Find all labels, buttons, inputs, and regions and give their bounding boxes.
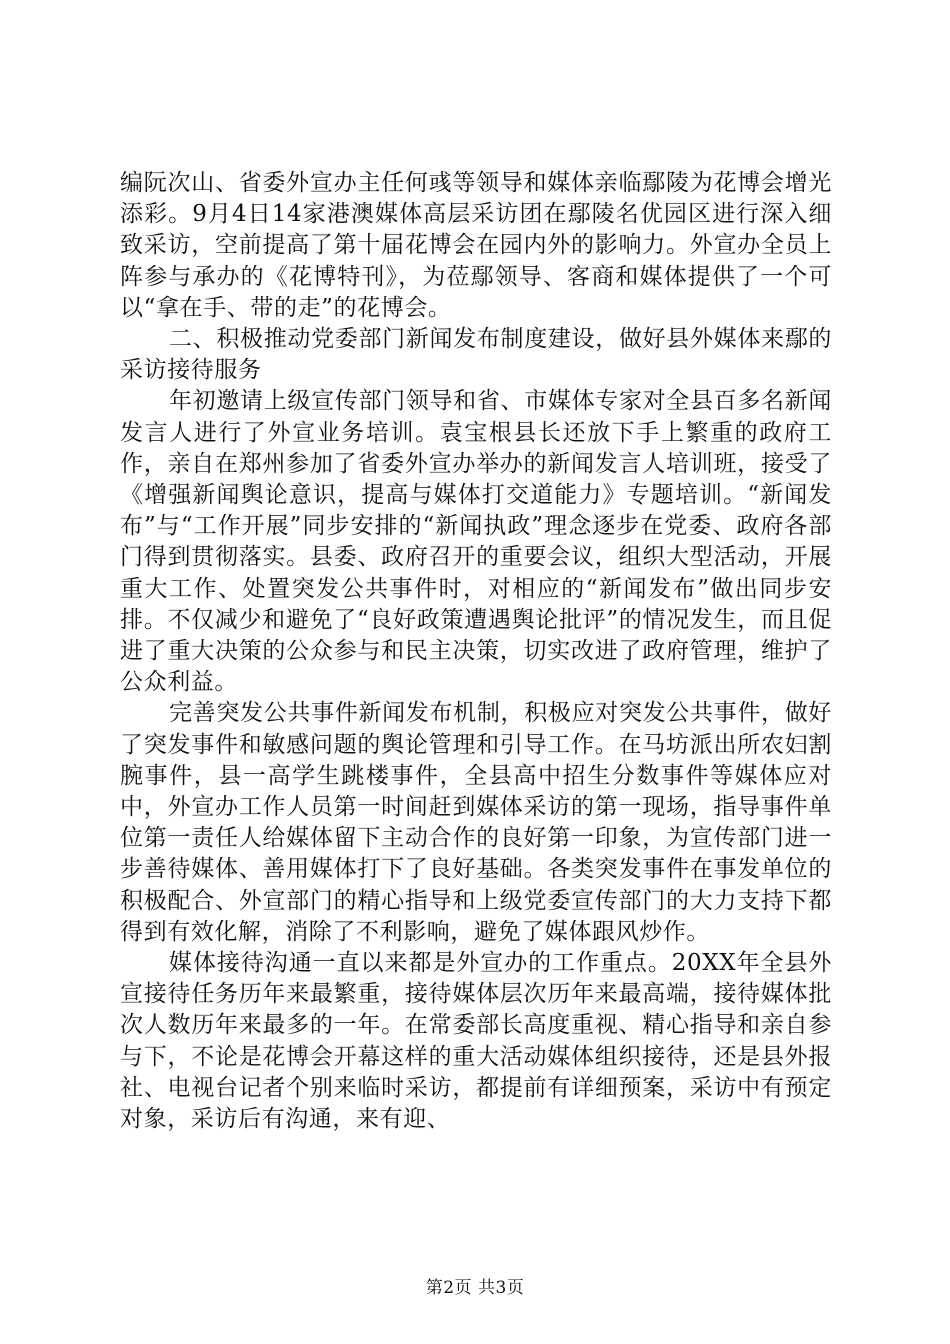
paragraph-training: 年初邀请上级宣传部门领导和省、市媒体专家对全县百多名新闻发言人进行了外宣业务培训。袁宝根县长还放下手上繁重的政府工作，亲自在郑州参加了省委外宣办举办的新闻发言人培训班，接受了《增强新闻舆论意识，提高与媒体打交道能力》专题培训。“新闻发布”与“工作开展”同步安排的“新闻执政”理念逐步在党委、政府各部门得到贯彻落实。县委、政府召开的重要会议，组织大型活动，开展重大工作、处置突发公共事件时，对相应的“新闻发布”做出同步安排。不仅减少和避免了“良好政策遭遇舆论批评”的情况发生，而且促进了重大决策的公众参与和民主决策，切实改进了政府管理，维护了公众利益。 bbox=[120, 388, 832, 696]
paragraph-emergency-response: 完善突发公共事件新闻发布机制，积极应对突发公共事件，做好了突发事件和敏感问题的舆论管理和引导工作。在马坊派出所农妇割腕事件，县一高学生跳楼事件，全县高中招生分数事件等媒体应对中，外宣办工作人员第一时间赶到媒体采访的第一现场，指导事件单位第一责任人给媒体留下主动合作的良好第一印象，为宣传部门进一步善待媒体、善用媒体打下了良好基础。各类突发事件在事发单位的积极配合、外宣部门的精心指导和上级党委宣传部门的大力支持下都得到有效化解，消除了不利影响，避免了媒体跟风炒作。 bbox=[120, 700, 832, 945]
page-number-footer: 第2页 共3页 bbox=[425, 1278, 525, 1298]
document-body bbox=[120, 168, 832, 1135]
paragraph-continuation: 编阮次山、省委外宣办主任何彧等领导和媒体亲临鄢陵为花博会增光添彩。9月4日14家港澳媒体高层采访团在鄢陵名优园区进行深入细致采访，空前提高了第十届花博会在园内外的影响力。外宣办全员上阵参与承办的《花博特刊》，为莅鄢领导、客商和媒体提供了一个可以“拿在手、带的走”的花博会。 bbox=[120, 170, 832, 321]
section-heading: 二、积极推动党委部门新闻发布制度建设，做好县外媒体来鄢的采访接待服务 bbox=[120, 326, 832, 384]
paragraph-media-reception: 媒体接待沟通一直以来都是外宣办的工作重点。20XX年全县外宣接待任务历年来最繁重，接待媒体层次历年来最高端，接待媒体批次人数历年来最多的一年。在常委部长高度重视、精心指导和亲自参与下，不论是花博会开幕这样的重大活动媒体组织接待，还是县外报社、电视台记者个别来临时采访，都提前有详细预案，采访中有预定对象，采访后有沟通，来有迎、 bbox=[120, 950, 832, 1133]
